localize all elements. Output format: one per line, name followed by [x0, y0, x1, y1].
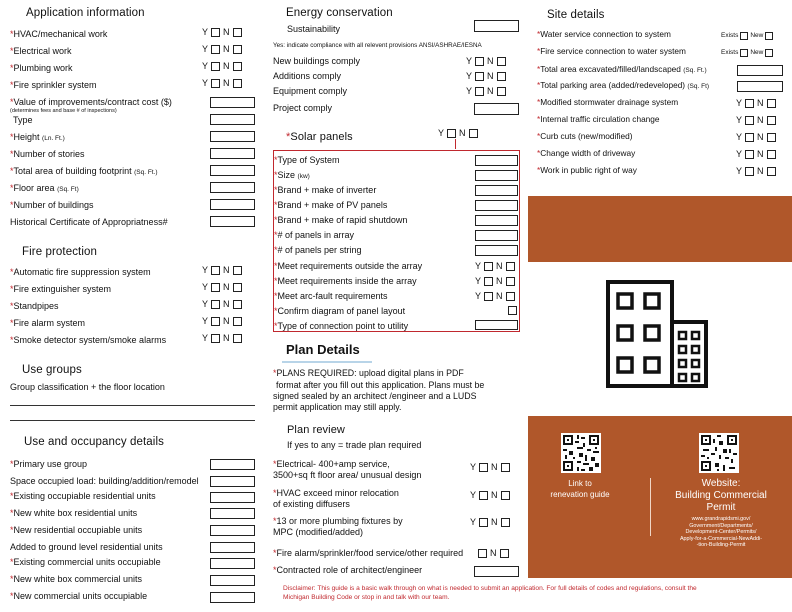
- plan-details-underline: [282, 361, 372, 363]
- site-title: Site details: [547, 9, 605, 21]
- sprinkler-label: *Fire sprinkler system: [10, 80, 97, 90]
- electrical-yes-checkbox[interactable]: [211, 45, 220, 54]
- extinguisher-yn[interactable]: Y N: [202, 282, 242, 293]
- renovation-guide-qr[interactable]: [561, 433, 601, 473]
- water-exists-checkbox[interactable]: [740, 32, 748, 40]
- inverter-label: *Brand + make of inverter: [274, 185, 377, 195]
- inside-yes-checkbox[interactable]: [484, 277, 493, 286]
- floor-area-field[interactable]: [210, 182, 255, 193]
- sprinkler-yes-checkbox[interactable]: [211, 79, 220, 88]
- footprint-field[interactable]: [210, 165, 255, 176]
- project-field[interactable]: [474, 103, 519, 115]
- connection-field[interactable]: [475, 320, 518, 330]
- shutdown-field[interactable]: [475, 215, 518, 226]
- hvac-review-no-checkbox[interactable]: [501, 491, 510, 500]
- parking-field[interactable]: [737, 81, 783, 92]
- website-url[interactable]: www.grandrapidsmi.gov/ Government/Departments/ Development-Center/Permits/ Apply-for-a-Commercial-NewAddi- -tion-Building-Permit: [679, 516, 763, 548]
- inside-label: *Meet requirements inside the array: [274, 276, 417, 286]
- solar-type-field[interactable]: [475, 155, 518, 166]
- use-groups-line-2[interactable]: [10, 420, 255, 421]
- inside-no-checkbox[interactable]: [506, 277, 515, 286]
- plan-details-text-3: signed sealed by an architect /engineer and a LUDS: [273, 391, 477, 401]
- footprint-label: *Total area of building footprint (Sq. Ft.): [10, 166, 158, 176]
- additions-yes-checkbox[interactable]: [475, 72, 484, 81]
- plumb-review-yn[interactable]: Y N: [470, 517, 510, 528]
- solar-yes-checkbox[interactable]: [447, 129, 456, 138]
- elec-review-yes-checkbox[interactable]: [479, 463, 488, 472]
- elec-review-no-checkbox[interactable]: [501, 463, 510, 472]
- value-note: (determines fees and base # of inspections): [10, 108, 117, 114]
- elec-label-2: 3500+sq ft floor area/ unusual design: [273, 470, 422, 480]
- electrical-no-checkbox[interactable]: [233, 45, 242, 54]
- plan-details-text-4: permit application may still apply.: [273, 402, 402, 412]
- fire-review-yes-checkbox[interactable]: [478, 549, 487, 558]
- type-field[interactable]: [210, 114, 255, 125]
- value-label: *Value of improvements/contract cost ($): [10, 97, 172, 107]
- equipment-yes-checkbox[interactable]: [475, 87, 484, 96]
- plumb-review-label-2: MPC (modified/added): [273, 527, 364, 537]
- internal-yn[interactable]: Y N: [736, 115, 776, 126]
- curb-label: *Curb cuts (new/modified): [537, 131, 633, 141]
- outside-yn[interactable]: Y N: [475, 261, 515, 272]
- sustain-label: Sustainability: [287, 24, 341, 34]
- extinguisher-no-checkbox[interactable]: [233, 283, 242, 292]
- plumb-review-label-1: *13 or more plumbing fixtures by: [273, 516, 403, 526]
- added-ground-field[interactable]: [210, 542, 255, 553]
- excavated-label: *Total area excavated/filled/landscaped (Sq. Ft.): [537, 64, 707, 74]
- new-res-label: *New residential occupiable units: [10, 525, 143, 535]
- stormwater-yes-checkbox[interactable]: [745, 99, 754, 108]
- existing-res-field[interactable]: [210, 492, 255, 503]
- outside-no-checkbox[interactable]: [506, 262, 515, 271]
- load-label: Space occupied load: building/addition/remodel: [10, 476, 199, 486]
- solar-connector-line: [455, 139, 456, 149]
- new-bldg-yn[interactable]: Y N: [466, 56, 506, 67]
- internal-label: *Internal traffic circulation change: [537, 114, 660, 124]
- water-conn-options[interactable]: Exists New: [721, 30, 773, 41]
- suppression-yn[interactable]: Y N: [202, 265, 242, 276]
- plan-review-title: Plan review: [287, 424, 345, 436]
- sprinkler-no-checkbox[interactable]: [233, 79, 242, 88]
- website-qr[interactable]: [699, 433, 739, 473]
- row-work-yes-checkbox[interactable]: [745, 167, 754, 176]
- panels-array-label: *# of panels in array: [274, 230, 355, 240]
- new-white-com-field[interactable]: [210, 575, 255, 586]
- disclaimer: Disclaimer: This guide is a basic walk through on what is needed to submit an application. For full details of codes and regulations, consult the Michigan Building Code or stop in and talk with our team.: [283, 585, 697, 601]
- elec-review-yn[interactable]: Y N: [470, 462, 510, 473]
- hvac-review-label-2: of existing diffusers: [273, 499, 350, 509]
- extinguisher-yes-checkbox[interactable]: [211, 283, 220, 292]
- building-icon: [600, 277, 740, 392]
- arc-yes-checkbox[interactable]: [484, 292, 493, 301]
- arch-field[interactable]: [474, 566, 519, 577]
- new-white-res-label: *New white box residential units: [10, 508, 138, 518]
- arc-label: *Meet arc-fault requirements: [274, 291, 388, 301]
- plan-details-text-2: format after you fill out this application. Plans must be: [276, 380, 485, 390]
- suppression-yes-checkbox[interactable]: [211, 266, 220, 275]
- height-label: *Height (Ln. Ft.): [10, 132, 65, 142]
- hvac-yn[interactable]: Y N: [202, 27, 242, 38]
- hvac-review-label-1: *HVAC exceed minor relocation: [273, 488, 399, 498]
- new-bldg-yes-checkbox[interactable]: [475, 57, 484, 66]
- added-ground-label: Added to ground level residential units: [10, 542, 163, 552]
- buildings-field[interactable]: [210, 199, 255, 210]
- new-white-res-field[interactable]: [210, 508, 255, 519]
- fire-conn-label: *Fire service connection to water system: [537, 46, 686, 56]
- solar-title: *Solar panels: [286, 131, 353, 143]
- plumb-review-no-checkbox[interactable]: [501, 518, 510, 527]
- outside-yes-checkbox[interactable]: [484, 262, 493, 271]
- standpipes-label: *Standpipes: [10, 301, 59, 311]
- height-field[interactable]: [210, 131, 255, 142]
- hvac-review-yn[interactable]: Y N: [470, 490, 510, 501]
- inside-yn[interactable]: Y N: [475, 276, 515, 287]
- app-info-title: Application information: [26, 7, 145, 19]
- elec-label-1: *Electrical- 400+amp service,: [273, 459, 390, 469]
- solar-type-label: *Type of System: [274, 155, 340, 165]
- load-field[interactable]: [210, 476, 255, 487]
- fire-new-checkbox[interactable]: [765, 49, 773, 57]
- smoke-yes-checkbox[interactable]: [211, 334, 220, 343]
- stormwater-label: *Modified stormwater drainage system: [537, 97, 679, 107]
- stormwater-yn[interactable]: Y N: [736, 98, 776, 109]
- new-com-label: *New commercial units occupiable: [10, 591, 148, 601]
- new-bldg-no-checkbox[interactable]: [497, 57, 506, 66]
- panels-string-field[interactable]: [475, 245, 518, 256]
- energy-title: Energy conservation: [286, 7, 393, 19]
- new-bldg-label: New buildings comply: [273, 56, 361, 66]
- occupancy-title: Use and occupancy details: [24, 436, 164, 448]
- internal-no-checkbox[interactable]: [767, 116, 776, 125]
- pv-label: *Brand + make of PV panels: [274, 200, 388, 210]
- excavated-field[interactable]: [737, 65, 783, 76]
- existing-com-label: *Existing commercial units occupiable: [10, 557, 161, 567]
- fire-exists-checkbox[interactable]: [740, 49, 748, 57]
- historic-label: Historical Certificate of Appropriatness#: [10, 217, 168, 227]
- solar-no-checkbox[interactable]: [469, 129, 478, 138]
- new-res-field[interactable]: [210, 525, 255, 536]
- plumb-review-yes-checkbox[interactable]: [479, 518, 488, 527]
- plan-details-title: Plan Details: [286, 342, 360, 357]
- use-groups-desc: Group classification + the floor location: [10, 382, 165, 392]
- parking-label: *Total parking area (added/redeveloped) (Sq. Ft): [537, 80, 710, 90]
- curb-yes-checkbox[interactable]: [745, 133, 754, 142]
- electrical-yn[interactable]: Y N: [202, 44, 242, 55]
- buildings-label: *Number of buildings: [10, 200, 94, 210]
- water-new-checkbox[interactable]: [765, 32, 773, 40]
- sustain-field[interactable]: [474, 20, 519, 32]
- smoke-label: *Smoke detector system/smoke alarms: [10, 335, 167, 345]
- fire-review-yn[interactable]: N: [478, 548, 509, 559]
- standpipes-yn[interactable]: Y N: [202, 299, 242, 310]
- connection-label: *Type of connection point to utility: [274, 321, 409, 331]
- renovation-link-label[interactable]: Link to renevation guide: [550, 479, 610, 499]
- energy-note: Yes: indicate compliance with all relevent provisions ANSI/ASHRAE/IESNA: [273, 42, 482, 49]
- use-groups-line-1[interactable]: [10, 405, 255, 406]
- arc-yn[interactable]: Y N: [475, 291, 515, 302]
- alarm-no-checkbox[interactable]: [233, 317, 242, 326]
- stories-field[interactable]: [210, 148, 255, 159]
- stormwater-no-checkbox[interactable]: [767, 99, 776, 108]
- floor-area-label: *Floor area (Sq. Ft): [10, 183, 79, 193]
- solar-size-label: *Size (kw): [274, 170, 310, 180]
- building-short: [672, 322, 706, 386]
- existing-com-field[interactable]: [210, 558, 255, 569]
- width-no-checkbox[interactable]: [767, 150, 776, 159]
- accent-band: [528, 196, 792, 262]
- standpipes-yes-checkbox[interactable]: [211, 300, 220, 309]
- plumbing-yn[interactable]: Y N: [202, 61, 242, 72]
- hvac-review-yes-checkbox[interactable]: [479, 491, 488, 500]
- hvac-no-checkbox[interactable]: [233, 28, 242, 37]
- hvac-label: *HVAC/mechanical work: [10, 29, 108, 39]
- type-label: Type: [13, 115, 33, 125]
- additions-yn[interactable]: Y N: [466, 71, 506, 82]
- fire-review-label: *Fire alarm/sprinkler/food service/other required: [273, 548, 464, 558]
- fire-review-no-checkbox[interactable]: [500, 549, 509, 558]
- curb-yn[interactable]: Y N: [736, 132, 776, 143]
- stories-label: *Number of stories: [10, 149, 85, 159]
- fire-protection-title: Fire protection: [22, 246, 98, 258]
- new-com-field[interactable]: [210, 592, 255, 603]
- website-heading: Website: Building Commercial Permit: [675, 478, 767, 513]
- row-work-no-checkbox[interactable]: [767, 167, 776, 176]
- standpipes-no-checkbox[interactable]: [233, 300, 242, 309]
- use-groups-title: Use groups: [22, 364, 82, 376]
- existing-res-label: *Existing occupiable residential units: [10, 491, 156, 501]
- historic-field[interactable]: [210, 216, 255, 227]
- solar-size-field[interactable]: [475, 170, 518, 181]
- alarm-yn[interactable]: Y N: [202, 316, 242, 327]
- solar-yn[interactable]: Y N: [438, 128, 478, 139]
- width-yes-checkbox[interactable]: [745, 150, 754, 159]
- plumbing-yes-checkbox[interactable]: [211, 62, 220, 71]
- sprinkler-yn[interactable]: Y N: [202, 78, 242, 89]
- primary-use-field[interactable]: [210, 459, 255, 470]
- value-field[interactable]: [210, 97, 255, 108]
- arch-label: *Contracted role of architect/engineer: [273, 565, 423, 575]
- row-work-yn[interactable]: Y N: [736, 166, 776, 177]
- hvac-yes-checkbox[interactable]: [211, 28, 220, 37]
- outside-label: *Meet requirements outside the array: [274, 261, 423, 271]
- extinguisher-label: *Fire extinguisher system: [10, 284, 112, 294]
- plan-review-subtitle: If yes to any = trade plan required: [287, 440, 422, 450]
- shutdown-label: *Brand + make of rapid shutdown: [274, 215, 408, 225]
- panels-string-label: *# of panels per string: [274, 245, 362, 255]
- suppression-no-checkbox[interactable]: [233, 266, 242, 275]
- alarm-yes-checkbox[interactable]: [211, 317, 220, 326]
- plumbing-label: *Plumbing work: [10, 63, 73, 73]
- additions-label: Additions comply: [273, 71, 342, 81]
- alarm-label: *Fire alarm system: [10, 318, 86, 328]
- equipment-yn[interactable]: Y N: [466, 86, 506, 97]
- curb-no-checkbox[interactable]: [767, 133, 776, 142]
- suppression-label: *Automatic fire suppression system: [10, 267, 151, 277]
- electrical-label: *Electrical work: [10, 46, 72, 56]
- plumbing-no-checkbox[interactable]: [233, 62, 242, 71]
- smoke-yn[interactable]: Y N: [202, 333, 242, 344]
- smoke-no-checkbox[interactable]: [233, 334, 242, 343]
- width-label: *Change width of driveway: [537, 148, 636, 158]
- diagram-checkbox[interactable]: [508, 306, 517, 315]
- row-work-label: *Work in public right of way: [537, 165, 637, 175]
- equipment-no-checkbox[interactable]: [497, 87, 506, 96]
- water-conn-label: *Water service connection to system: [537, 29, 671, 39]
- internal-yes-checkbox[interactable]: [745, 116, 754, 125]
- fire-conn-options[interactable]: Exists New: [721, 47, 773, 58]
- arc-no-checkbox[interactable]: [506, 292, 515, 301]
- inverter-field[interactable]: [475, 185, 518, 196]
- additions-no-checkbox[interactable]: [497, 72, 506, 81]
- diagram-label: *Confirm diagram of panel layout: [274, 306, 406, 316]
- pv-field[interactable]: [475, 200, 518, 211]
- new-white-com-label: *New white box commercial units: [10, 574, 143, 584]
- plan-details-text-1: *PLANS REQUIRED: upload digital plans in PDF: [273, 368, 464, 378]
- panels-array-field[interactable]: [475, 230, 518, 241]
- width-yn[interactable]: Y N: [736, 149, 776, 160]
- project-label: Project comply: [273, 103, 333, 113]
- equipment-label: Equipment comply: [273, 86, 348, 96]
- primary-use-label: *Primary use group: [10, 459, 88, 469]
